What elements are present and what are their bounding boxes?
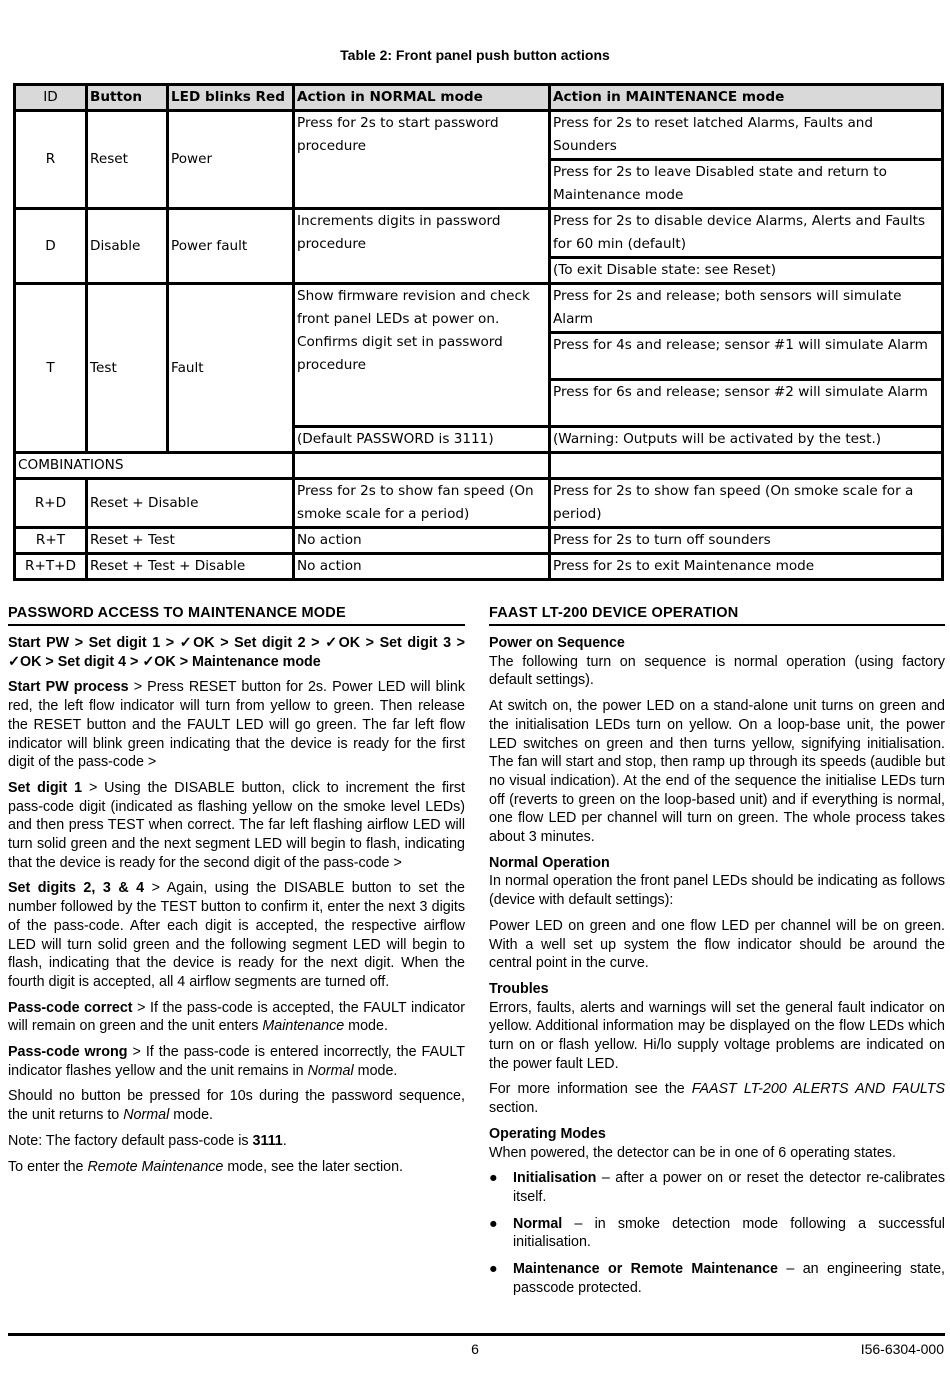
list-item xyxy=(489,1260,945,1297)
paragraph-text: > Using the DISABLE button, click to increment the first pass-code digit (indicated as flashing yellow on the smoke level LEDs) and then press TEST when correct. The far left flashing airflow LED will turn solid green and the next segment LED will begin to flash, indicating that the device is ready for the second digit of the pass-code > xyxy=(8,779,465,871)
bold-lead: Initialisation xyxy=(513,1170,597,1187)
cell-id: D xyxy=(15,209,87,284)
sequence-summary: Start PW > Set digit 1 > ✓OK > Set digit 2 > ✓OK > Set digit 3 > ✓OK > Set digit 4 > ✓OK > Maintenance mode xyxy=(8,635,465,670)
paragraph xyxy=(8,999,465,1036)
header-normal: Action in NORMAL mode xyxy=(294,85,550,111)
cell-normal: (Default PASSWORD is 3111) xyxy=(294,427,550,453)
list-item xyxy=(489,1215,945,1252)
footer-divider xyxy=(8,1333,945,1336)
cell-button: Reset + Disable xyxy=(87,479,294,528)
table-row xyxy=(15,528,943,554)
cell-normal: Press for 2s to show fan speed (On smoke scale for a period) xyxy=(294,479,550,528)
paragraph xyxy=(8,678,465,772)
bullet-icon: ● xyxy=(489,1170,498,1187)
cell-maintenance: Press for 2s to exit Maintenance mode xyxy=(550,554,943,580)
bullet-icon: ● xyxy=(489,1261,498,1278)
subheading: Operating Modes xyxy=(489,1125,606,1142)
table-row xyxy=(15,209,943,258)
bold-lead: Set digit 1 xyxy=(8,779,83,796)
paragraph-text: . xyxy=(282,1132,287,1149)
list-item-text: – after a power on or reset the detector re-calibrates itself. xyxy=(513,1170,945,1205)
subheading: Troubles xyxy=(489,980,549,997)
cell-button: Test xyxy=(87,284,168,453)
table-row xyxy=(15,284,943,333)
cell-button: Reset + Test xyxy=(87,528,294,554)
header-led: LED blinks Red xyxy=(168,85,294,111)
paragraph-text: > If the pass-code is accepted, the FAULT indicator will remain on green and the unit enters xyxy=(8,999,465,1035)
paragraph-text: > Again, using the DISABLE button to set the number followed by the TEST button to confirm it, enter the next 3 digits of the pass-code. After each digit is accepted, the respective airflow LED will turn solid green and the following segment LED will begin to flash, indicating that the device is ready for the next digit. When the fourth digit is accepted, all 4 airflow segments are turned off. xyxy=(8,880,465,990)
italic-text: Normal xyxy=(307,1062,354,1079)
paragraph xyxy=(8,1132,465,1151)
combinations-label: COMBINATIONS xyxy=(15,453,294,479)
cell-led: Power fault xyxy=(168,209,294,284)
cell-maintenance: Press for 2s to disable device Alarms, Alerts and Faults for 60 min (default) xyxy=(550,209,943,258)
list-item-text: – in smoke detection mode following a successful initialisation. xyxy=(513,1215,945,1251)
bold-lead: Start PW process xyxy=(8,679,129,696)
bold-lead: Pass-code wrong xyxy=(8,1044,128,1061)
paragraph-text: section. xyxy=(489,1100,539,1117)
header-button: Button xyxy=(87,85,168,111)
paragraph: The following turn on sequence is normal operation (using factory default settings). xyxy=(489,653,945,689)
paragraph-text: mode. xyxy=(344,1018,388,1035)
bullet-icon: ● xyxy=(489,1215,498,1232)
cell-led: Power xyxy=(168,111,294,209)
bold-lead: Normal xyxy=(513,1215,563,1232)
cell-id: R xyxy=(15,111,87,209)
cell-maintenance: Press for 6s and release; sensor #2 will simulate Alarm xyxy=(550,380,943,427)
paragraph xyxy=(8,1087,465,1124)
table-header-row xyxy=(15,85,943,111)
table-row xyxy=(15,111,943,160)
table-row xyxy=(15,554,943,580)
list-item-text: – an engineering state, passcode protected. xyxy=(513,1261,946,1296)
paragraph-text: To enter the xyxy=(8,1158,88,1175)
paragraph: At switch on, the power LED on a stand-alone unit turns on green and the initialisation LEDs turn on yellow. On a loop-base unit, the power LED switches on green and then turns yellow, signifying initialisation. The fan will start and stop, then ramp up through its speeds (audible but no visual indication). At the end of the sequence the initialise LEDs turn off (reverts to green on the loop-based unit) and if everything is normal, one flow LED per channel will turn on green. The whole process takes about 3 minutes. xyxy=(489,698,945,846)
paragraph: Power LED on green and one flow LED per channel will be on green. With a well set up system the flow indicator should be around the central point in the curve. xyxy=(489,917,945,972)
cell-normal: No action xyxy=(294,554,550,580)
paragraph-text: For more information see the xyxy=(489,1081,692,1098)
subheading: Normal Operation xyxy=(489,854,610,871)
cell-normal: Show firmware revision and check front panel LEDs at power on. Confirms digit set in password procedure xyxy=(294,284,550,427)
italic-text: FAAST LT-200 ALERTS AND FAULTS xyxy=(691,1081,945,1098)
cell-maintenance: Press for 2s to reset latched Alarms, Faults and Sounders xyxy=(550,111,943,160)
italic-text: Remote Maintenance xyxy=(87,1158,224,1175)
bold-text: 3111 xyxy=(252,1132,283,1149)
paragraph xyxy=(8,1158,465,1177)
cell-empty xyxy=(294,453,550,479)
left-column xyxy=(8,604,465,1183)
cell-button: Reset xyxy=(87,111,168,209)
paragraph: When powered, the detector can be in one of 6 operating states. xyxy=(489,1144,896,1161)
paragraph: In normal operation the front panel LEDs should be indicating as follows (device with default settings): xyxy=(489,873,945,909)
cell-normal: Press for 2s to start password procedure xyxy=(294,111,550,209)
table-title: Table 2: Front panel push button actions xyxy=(340,47,610,63)
cell-id: T xyxy=(15,284,87,453)
cell-empty xyxy=(550,453,943,479)
cell-maintenance: (Warning: Outputs will be activated by the test.) xyxy=(550,427,943,453)
bold-lead: Maintenance or Remote Maintenance xyxy=(513,1261,779,1278)
italic-text: Normal xyxy=(123,1107,170,1124)
document-code: I56-6304-000 xyxy=(860,1341,944,1357)
cell-normal: No action xyxy=(294,528,550,554)
header-id: ID xyxy=(15,85,87,111)
header-maintenance: Action in MAINTENANCE mode xyxy=(550,85,943,111)
cell-id: R+T+D xyxy=(15,554,87,580)
cell-led: Fault xyxy=(168,284,294,453)
cell-normal: Increments digits in password procedure xyxy=(294,209,550,284)
cell-maintenance: Press for 2s to leave Disabled state and return to Maintenance mode xyxy=(550,160,943,209)
subheading: Power on Sequence xyxy=(489,635,625,651)
page-number: 6 xyxy=(471,1341,479,1357)
right-column xyxy=(489,604,945,1306)
paragraph xyxy=(8,779,465,873)
paragraph-text: mode, see the later section. xyxy=(223,1158,403,1175)
push-button-table xyxy=(13,83,944,581)
paragraph-text: mode. xyxy=(169,1107,214,1124)
section-heading: PASSWORD ACCESS TO MAINTENANCE MODE xyxy=(8,604,465,626)
bold-lead: Set digits 2, 3 & 4 xyxy=(8,880,145,897)
cell-maintenance: (To exit Disable state: see Reset) xyxy=(550,258,943,284)
table-row xyxy=(15,479,943,528)
cell-id: R+T xyxy=(15,528,87,554)
table-row xyxy=(15,453,943,479)
paragraph-text: > If the pass-code is entered incorrectly, the FAULT indicator flashes yellow and the unit remains in xyxy=(8,1044,465,1079)
cell-maintenance: Press for 2s and release; both sensors will simulate Alarm xyxy=(550,284,943,333)
cell-id: R+D xyxy=(15,479,87,528)
bold-lead: Pass-code correct xyxy=(8,999,133,1016)
paragraph xyxy=(8,1043,465,1080)
cell-maintenance: Press for 2s to show fan speed (On smoke scale for a period) xyxy=(550,479,943,528)
paragraph xyxy=(8,879,465,991)
section-heading: FAAST LT-200 DEVICE OPERATION xyxy=(489,604,945,626)
paragraph-text: > Press RESET button for 2s. Power LED will blink red, the left flow indicator will turn from yellow to green. Then release the RESET button and the FAULT LED will go green. The far left flow indicator will blink green indicating that the device is ready for the first digit of the pass-code > xyxy=(8,679,465,771)
paragraph-text: Note: The factory default pass-code is xyxy=(8,1132,253,1149)
paragraph: Errors, faults, alerts and warnings will set the general fault indicator on yellow. Additional information may be displayed on the flow LEDs which turn on or flash yellow. Hi/lo supply voltage problems are indicated on the power fault LED. xyxy=(489,999,945,1072)
paragraph xyxy=(489,1080,945,1117)
cell-button: Reset + Test + Disable xyxy=(87,554,294,580)
list-item xyxy=(489,1169,945,1206)
cell-button: Disable xyxy=(87,209,168,284)
italic-text: Maintenance xyxy=(262,1018,345,1035)
cell-maintenance: Press for 4s and release; sensor #1 will simulate Alarm xyxy=(550,333,943,380)
cell-maintenance: Press for 2s to turn off sounders xyxy=(550,528,943,554)
paragraph-text: mode. xyxy=(353,1062,398,1079)
paragraph-text: Should no button be pressed for 10s during the password sequence, the unit returns to xyxy=(8,1088,465,1124)
